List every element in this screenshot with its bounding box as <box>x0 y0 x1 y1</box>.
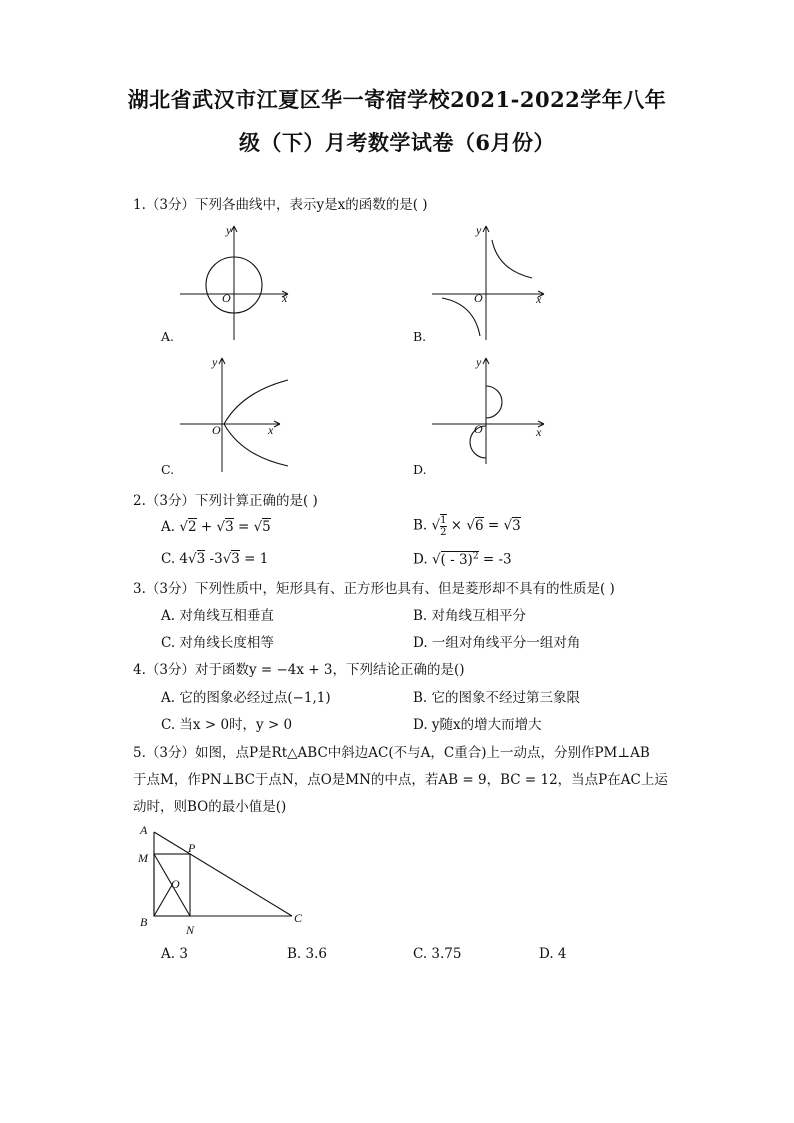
question-5-stem-line3: 动时，则BO的最小值是() <box>133 799 287 815</box>
graph-b-hyperbola <box>428 222 548 342</box>
question-1-stem: 1.（3分）下列各曲线中，表示y是x的函数的是( ) <box>133 197 428 213</box>
graph-a-origin-label: O <box>222 291 231 305</box>
graph-b-origin-label: O <box>474 291 483 305</box>
graph-d-y-label: y <box>476 355 482 369</box>
option-1c-label: C. <box>161 462 175 477</box>
option-3b: B. 对角线互相平分 <box>413 608 527 624</box>
graph-d-origin-label: O <box>474 422 483 436</box>
question-4-stem: 4.（3分）对于函数y = −4x + 3，下列结论正确的是() <box>133 662 465 678</box>
option-3d: D. 一组对角线平分一组对角 <box>413 635 581 651</box>
option-4a: A. 它的图象必经过点(−1,1) <box>161 690 331 706</box>
graph-c-x-label: x <box>268 423 274 437</box>
graph-b-x-label: x <box>536 292 542 306</box>
option-1a-label: A. <box>161 329 175 344</box>
graph-d-x-label: x <box>536 425 542 439</box>
option-1b-label: B. <box>413 329 427 344</box>
option-3a: A. 对角线互相垂直 <box>161 608 274 624</box>
graph-a-y-label: y <box>226 223 232 237</box>
option-5d: D. 4 <box>539 946 567 962</box>
graph-c-origin-label: O <box>212 423 221 437</box>
option-4d: D. y随x的增大而增大 <box>413 717 542 733</box>
question-5-stem-line2: 于点M，作PN⊥BC于点N，点O是MN的中点，若AB = 9，BC = 12，当点P在AC上运 <box>133 772 668 788</box>
triangle-figure <box>130 818 320 938</box>
option-5a: A. 3 <box>161 946 188 962</box>
label-O: O <box>171 877 180 891</box>
label-M: M <box>138 851 148 865</box>
option-2c: C. 4√3 -3√3 = 1 <box>161 551 269 567</box>
question-5-stem-line1: 5.（3分）如图，点P是Rt△ABC中斜边AC(不与A，C重合)上一动点，分别作PM⊥AB <box>133 745 650 761</box>
graph-d-semicircles <box>428 354 548 474</box>
option-3c: C. 对角线长度相等 <box>161 635 274 651</box>
option-2d: D. √( - 3)$^2$ = -3 <box>413 551 512 568</box>
option-5c: C. 3.75 <box>413 946 462 962</box>
question-2-stem: 2.（3分）下列计算正确的是( ) <box>133 493 318 509</box>
label-B: B <box>140 915 148 929</box>
label-C: C <box>294 911 303 925</box>
option-2b: B. √ $\frac{1}{2}$ × √6 = √3 <box>413 515 521 538</box>
option-5b: B. 3.6 <box>287 946 327 962</box>
exam-title-line2: 级（下）月考数学试卷（6月份） <box>238 130 556 155</box>
graph-b-y-label: y <box>476 223 482 237</box>
graph-a-circle <box>176 222 296 342</box>
exam-title-line1: 湖北省武汉市江夏区华一寄宿学校2021-2022学年八年 <box>127 87 667 112</box>
option-4c: C. 当x > 0时，y > 0 <box>161 717 293 733</box>
label-A: A <box>140 823 148 837</box>
graph-a-x-label: x <box>282 291 288 305</box>
option-4b: B. 它的图象不经过第三象限 <box>413 690 581 706</box>
question-3-stem: 3.（3分）下列性质中，矩形具有、正方形也具有、但是菱形却不具有的性质是( ) <box>133 581 615 597</box>
graph-c-y-label: y <box>212 355 218 369</box>
option-2a: A. √2 + √3 = √5 <box>161 519 271 535</box>
label-P: P <box>188 841 196 855</box>
label-N: N <box>186 923 195 937</box>
graph-c-parabola <box>176 354 296 474</box>
option-1d-label: D. <box>413 462 427 477</box>
